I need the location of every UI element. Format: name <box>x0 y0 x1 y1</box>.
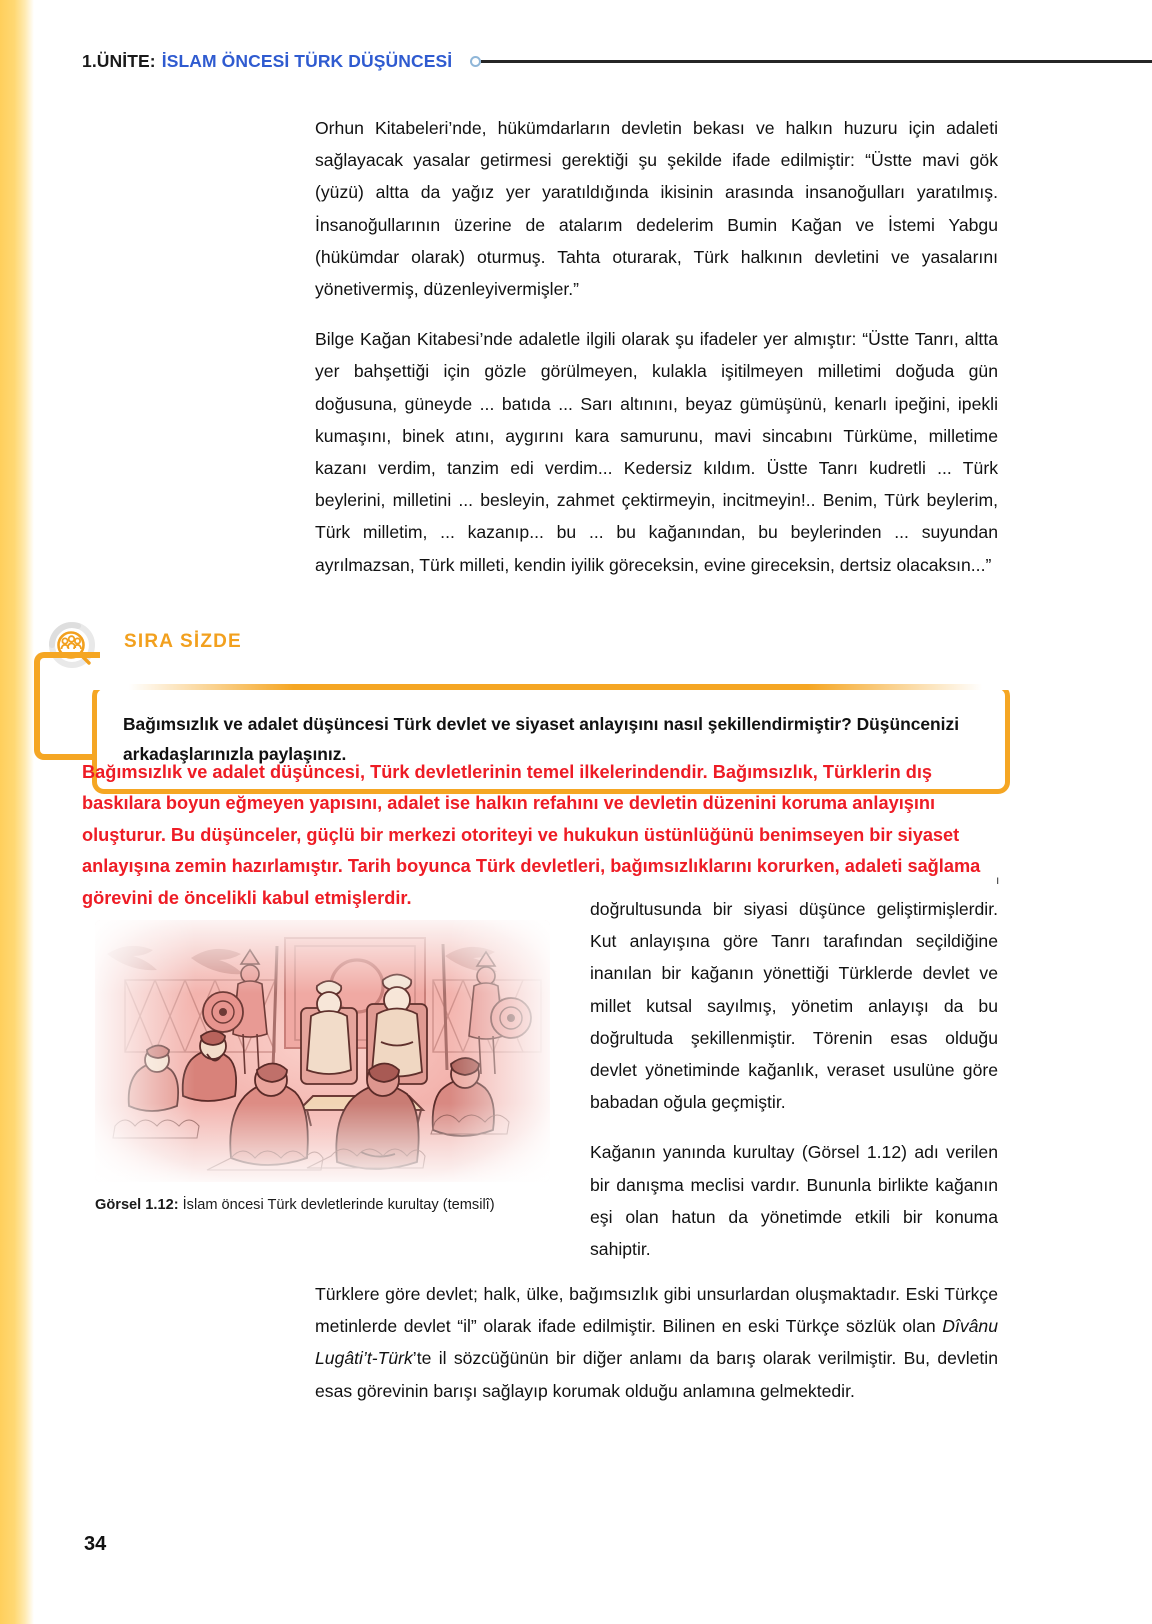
sira-sizde-header <box>34 624 1010 672</box>
figure-caption-label: Görsel 1.12: <box>95 1197 179 1213</box>
devlet-part-1: Türklere göre devlet; halk, ülke, bağımsızlık gibi unsurlardan oluşmaktadır. Eski Türkçe metinlerde devlet “il” olarak ifade edilmiştir. Bilinen en eski Türkçe sözlük olan <box>315 1284 998 1337</box>
unit-label: 1.ÜNİTE: <box>82 50 156 71</box>
figure-caption-text: İslam öncesi Türk devletlerinde kurultay (temsilî) <box>178 1197 495 1213</box>
figure-1-12 <box>95 920 550 1215</box>
devlet-part-2: ’te il sözcüğünün bir diğer anlamı da barış olarak verilmiştir. Bu, devletin esas görevinin barışı sağlayıp korumak olduğu anlamına gelmektedir. <box>315 1348 998 1401</box>
bottom-text-column <box>315 1278 998 1407</box>
sira-sizde-label: SIRA SİZDE <box>124 631 242 652</box>
divanu-lugatit-turk-title: Dîvânu Lugâti’t-Türk <box>315 1316 998 1369</box>
sira-sizde-bracket <box>34 652 100 760</box>
unit-title: İSLAM ÖNCESİ TÜRK DÜŞÜNCESİ <box>161 50 453 71</box>
margin-artifact: ı <box>996 873 1000 887</box>
paragraph-kurultay: Kağanın yanında kurultay (Görsel 1.12) adı verilen bir danışma meclisi vardır. Bununla birlikte kağanın eşi olan hatun da yönetimde etkili bir konuma sahiptir. <box>590 1142 998 1260</box>
student-answer-text: Bağımsızlık ve adalet düşüncesi, Türk devletlerinin temel ilkelerindendir. Bağımsızlık, Türklerin dış baskılara boyun eğmeyen yapısını, adalet ise halkın refahını ve devletin düzenini koruma anlayışını oluşturur. Bu düşünceler, güçlü bir merkezi otoriteyi ve hukukun üstünlüğünü benimseyen bir siyaset anlayışına zemin hazırlamıştır. Tarih boyunca Türk devletleri, bağımsızlıklarını korurken, adaleti sağlama görevini de öncelikli kabul etmişlerdir. <box>82 762 981 908</box>
paragraph-devlet <box>315 1278 998 1407</box>
right-text-column <box>590 893 998 1265</box>
paragraph-bilge-kagan: Bilge Kağan Kitabesi’nde adaletle ilgili olarak şu ifadeler yer almıştır: “Üstte Tanrı, altta yer bahşettiği için gözle görülmeyen, kulakla işitilmeyen milletimi doğuda gün doğusuna, güneyde ... batıda ... Sarı altınını, beyaz gümüşünü, kenarlı ipeğini, ipekli kumaşını, binek atını, aygırını kara samurunu, mavi sincabını Türküme, milletime kazanı verdim, tanzim edi verdim... Kedersiz kıldım. Üstte Tanrı kudretli ... Türk beylerini, milletini ... besleyin, zahmet çektirmeyin, incitmeyin!.. Benim, Türk beylerim, Türk milletim, ... kazanıp... bu ... bu kağanından, bu beylerinden ... suyundan ayrılmazsan, Türk milleti, kendin iyilik göreceksin, evine gireceksin, dertsiz olacaksın...” <box>315 329 998 575</box>
top-text-column <box>315 112 998 581</box>
paragraph-kut: doğrultusunda bir siyasi düşünce geliştirmişlerdir. Kut anlayışına göre Tanrı tarafından seçildiğine inanılan bir kağanın yönettiği Türklerde devlet ve millet kutsal sayılmış, yönetim anlayışı da bu doğrultuda şekillenmiştir. Törenin esas olduğu devlet yönetiminde kağanlık, veraset usulüne göre babadan oğula geçmiştir. <box>590 899 998 1113</box>
page-header <box>82 44 1152 78</box>
figure-caption <box>95 1195 550 1215</box>
paragraph-orhun: Orhun Kitabeleri’nde, hükümdarların devletin bekası ve halkın huzuru için adaleti sağlayacak yasalar getirmesi gerektiği şu şekilde ifade edilmiştir: “Üstte mavi gök (yüzü) altta da yağız yer yaratıldığında ikisinin arasında insanoğulları yaratılmış. İnsanoğullarının üzerine de atalarım dedelerim Bumin Kağan ve İstemi Yabgu (hükümdar olarak) oturmuş. Tahta oturarak, Türk halkının devletini ve yasalarını yönetivermiş, düzenleyivermişler.” <box>315 118 998 300</box>
kurultay-illustration <box>95 920 550 1182</box>
page-edge-stripe <box>0 0 34 1624</box>
sira-sizde-question: Bağımsızlık ve adalet düşüncesi Türk devlet ve siyaset anlayışını nasıl şekillendirmiştir? Düşüncenizi arkadaşlarınızla paylaşınız. <box>123 714 960 764</box>
header-bullet-icon <box>470 56 481 67</box>
page-number: 34 <box>84 1533 107 1555</box>
sira-sizde-block <box>34 624 1010 764</box>
header-rule <box>481 60 1152 63</box>
